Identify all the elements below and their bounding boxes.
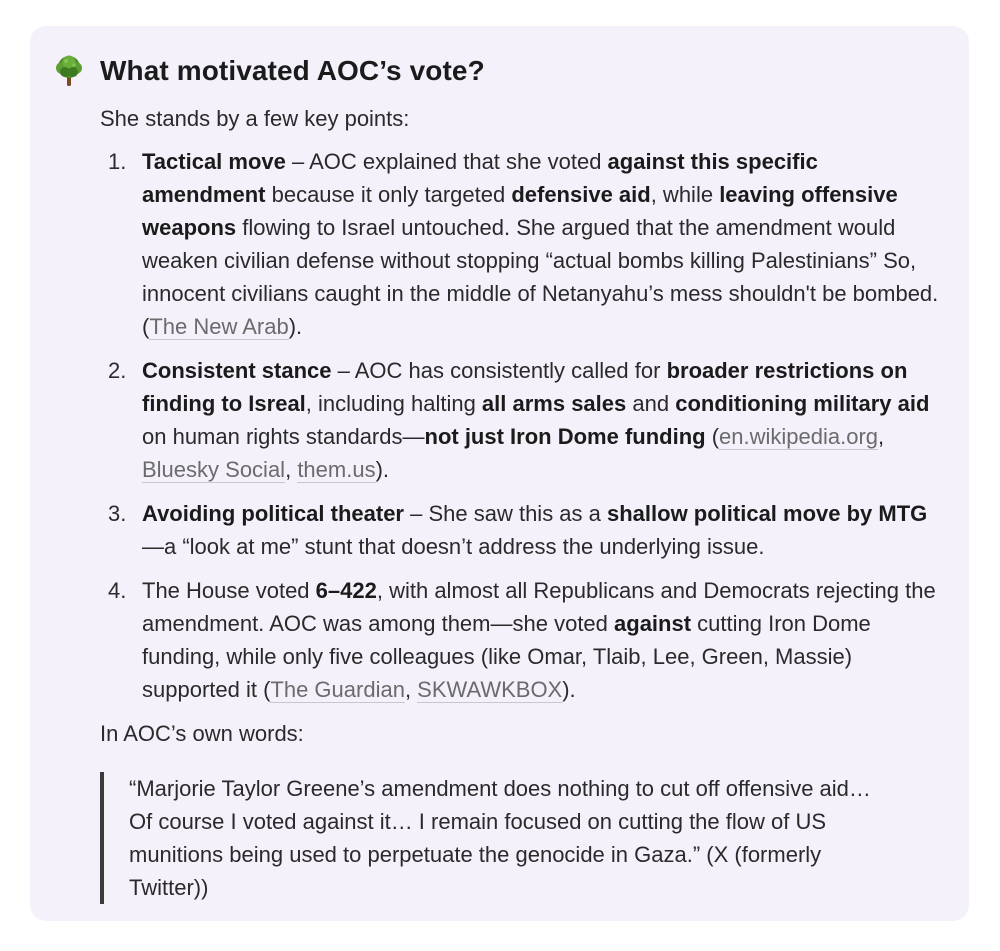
body-text: – She saw this as a bbox=[404, 501, 607, 526]
body-text: ( bbox=[705, 424, 720, 449]
emphasis-text: Tactical move bbox=[142, 149, 286, 174]
emphasis-text: against this specific amendment bbox=[142, 149, 818, 207]
body-text: ). bbox=[288, 314, 303, 339]
list-item-text bbox=[142, 501, 927, 559]
list-number: 1. bbox=[108, 149, 127, 174]
body-text: and bbox=[626, 391, 676, 416]
body-text: flowing to Israel untouched. She argued that the amendment would weaken civilian defense without stopping “actual bombs killing Palestinians” So, innocent civilians caught in the middle of Netanyahu’s mess shouldn't be bombed. ( bbox=[142, 215, 939, 339]
deciduous-tree-icon bbox=[52, 54, 86, 88]
source-link[interactable]: Bluesky Social bbox=[142, 457, 286, 482]
body-text: The House voted bbox=[142, 578, 316, 603]
body-text: cutting Iron Dome funding, while only five colleagues (like Omar, Tlaib, Lee, Green, Massie) supported it ( bbox=[142, 611, 871, 702]
body-text: , while bbox=[650, 182, 720, 207]
list-item-text bbox=[142, 149, 938, 340]
section-title: What motivated AOC’s vote? bbox=[100, 55, 485, 86]
list-number: 4. bbox=[108, 578, 127, 603]
body-text: —a “look at me” stunt that doesn’t address the underlying issue. bbox=[142, 534, 765, 559]
body-text: , including halting bbox=[305, 391, 482, 416]
list-item bbox=[100, 145, 940, 343]
emphasis-text: shallow political move by MTG bbox=[607, 501, 928, 526]
emphasis-text: Avoiding political theater bbox=[142, 501, 404, 526]
body-text: , bbox=[878, 424, 885, 449]
list-item-text bbox=[142, 358, 929, 483]
body-text: , bbox=[285, 457, 298, 482]
list-item bbox=[100, 354, 940, 486]
list-item bbox=[100, 574, 940, 706]
body-text: – AOC explained that she voted bbox=[285, 149, 608, 174]
emphasis-text: not just Iron Dome funding bbox=[424, 424, 706, 449]
emphasis-text: 6–422 bbox=[315, 578, 377, 603]
body-text: , bbox=[404, 677, 418, 702]
body-text: ). bbox=[562, 677, 576, 702]
intro-text: She stands by a few key points: bbox=[100, 106, 410, 131]
emphasis-text: against bbox=[614, 611, 692, 636]
source-link[interactable]: The New Arab bbox=[149, 314, 289, 339]
emphasis-text: broader restrictions on finding to Isreal bbox=[142, 358, 908, 416]
body-text: , with almost all Republicans and Democrats rejecting the amendment. AOC was among them—she voted bbox=[142, 578, 936, 636]
emphasis-text: leaving offensive weapons bbox=[142, 182, 898, 240]
emphasis-text: all arms sales bbox=[481, 391, 627, 416]
list-number: 3. bbox=[108, 501, 127, 526]
section-heading bbox=[52, 54, 485, 88]
list-number: 2. bbox=[108, 358, 127, 383]
list-item-text bbox=[142, 578, 936, 703]
own-words-label: In AOC’s own words: bbox=[100, 721, 304, 746]
source-link[interactable]: them.us bbox=[297, 457, 376, 482]
source-link[interactable]: The Guardian bbox=[270, 677, 405, 702]
key-points-list bbox=[100, 145, 940, 706]
list-item bbox=[100, 497, 940, 563]
quote-text: “Marjorie Taylor Greene’s amendment does nothing to cut off offensive aid… Of course I voted against it… I remain focused on cutting the flow of US munitions being used to perpetuate the genocide in Gaza.” (X (formerly Twitter)) bbox=[129, 776, 871, 900]
body-text: on human rights standards— bbox=[142, 424, 425, 449]
source-link[interactable]: SKWAWKBOX bbox=[417, 677, 563, 702]
emphasis-text: defensive aid bbox=[511, 182, 651, 207]
answer-body bbox=[100, 102, 940, 926]
body-text: because it only targeted bbox=[265, 182, 512, 207]
answer-card bbox=[30, 26, 969, 921]
emphasis-text: conditioning military aid bbox=[675, 391, 930, 416]
body-text: ). bbox=[375, 457, 390, 482]
aoc-quote bbox=[100, 772, 899, 904]
body-text: – AOC has consistently called for bbox=[331, 358, 667, 383]
emphasis-text: Consistent stance bbox=[142, 358, 332, 383]
source-link[interactable]: en.wikipedia.org bbox=[719, 424, 879, 449]
